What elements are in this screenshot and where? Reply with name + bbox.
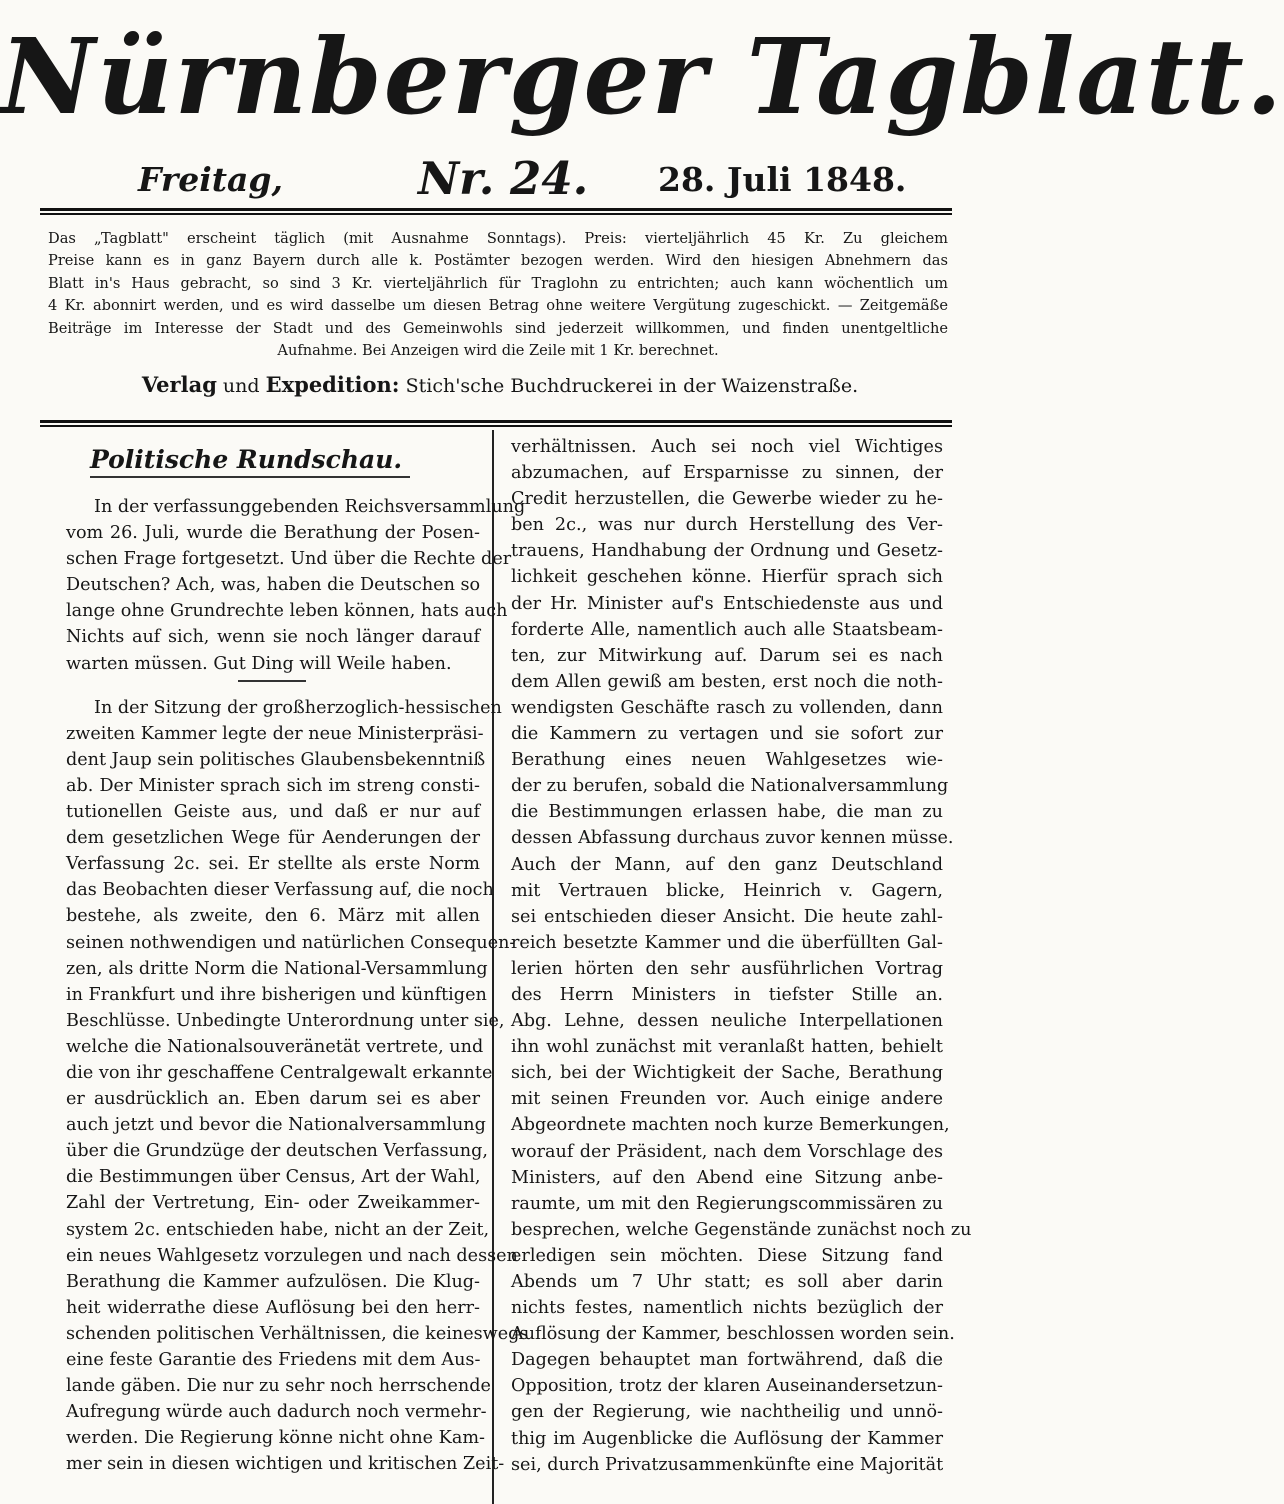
- masthead-title: Nürnberger Tagblatt.: [0, 15, 1284, 138]
- article-line: Abg. Lehne, dessen neuliche Interpellationen: [511, 1011, 943, 1032]
- article-line: dessen Abfassung durchaus zuvor kennen müsse.: [511, 828, 954, 849]
- issue-day: Freitag,: [138, 160, 283, 199]
- article-line: gen der Regierung, wie nachtheilig und unnö-: [511, 1402, 943, 1423]
- article-line: heit widerrathe diese Auflösung bei den herr-: [66, 1297, 480, 1318]
- article-line: mit Vertrauen blicke, Heinrich v. Gagern,: [511, 880, 943, 901]
- article-line: wendigsten Geschäfte rasch zu vollenden, dann: [511, 697, 943, 718]
- article-line: des Herrn Ministers in tiefster Stille an.: [511, 984, 943, 1005]
- left-column: [66, 494, 529, 1477]
- header-rule-bottom-thin: [40, 425, 952, 427]
- article-line: In der Sitzung der großherzoglich-hessischen: [94, 697, 502, 718]
- publisher-conjunction: und: [222, 375, 260, 397]
- article-line: lichkeit geschehen könne. Hierfür sprach sich: [511, 567, 943, 588]
- article-line: trauens, Handhabung der Ordnung und Gesetz-: [511, 541, 943, 562]
- article-line: mer sein in diesen wichtigen und kritischen Zeit-: [66, 1454, 505, 1475]
- article-line: mit seinen Freunden vor. Auch einige andere: [511, 1089, 943, 1110]
- article-line: ein neues Wahlgesetz vorzulegen und nach dessen: [66, 1245, 518, 1266]
- article-line: ten, zur Mitwirkung auf. Darum sei es nach: [511, 645, 943, 666]
- article-line: erledigen sein möchten. Diese Sitzung fand: [511, 1245, 943, 1266]
- article-line: thig im Augenblicke die Auflösung der Kammer: [511, 1428, 943, 1449]
- article-line: verhältnissen. Auch sei noch viel Wichtiges: [511, 437, 943, 457]
- subscription-notice: [48, 228, 948, 362]
- article-line: Beschlüsse. Unbedingte Unterordnung unter sie,: [66, 1010, 505, 1031]
- article-line: forderte Alle, namentlich auch alle Staatsbeam-: [511, 619, 943, 640]
- article-line: ben 2c., was nur durch Herstellung des Ver-: [511, 515, 943, 536]
- header-rule-top-thin: [40, 213, 952, 215]
- article-line: abzumachen, auf Ersparnisse zu sinnen, der: [511, 463, 943, 484]
- article-line: schen Frage fortgesetzt. Und über die Rechte der: [66, 549, 512, 570]
- article-line: lerien hörten den sehr ausführlichen Vortrag: [511, 958, 943, 979]
- article-line: über die Grundzüge der deutschen Verfassung,: [66, 1141, 488, 1162]
- article-line: zweiten Kammer legte der neue Ministerpräsi-: [66, 723, 484, 744]
- article-line: ab. Der Minister sprach sich im streng consti-: [66, 775, 480, 796]
- article-line: der Hr. Minister auf's Entschiedenste aus und: [511, 593, 943, 614]
- article-line: worauf der Präsident, nach dem Vorschlage des: [511, 1141, 943, 1162]
- section-title: Politische Rundschau.: [90, 445, 403, 474]
- article-line: Deutschen? Ach, was, haben die Deutschen so: [66, 575, 481, 596]
- article-line: dem Allen gewiß am besten, erst noch die noth-: [511, 671, 943, 692]
- article-line: bestehe, als zweite, den 6. März mit allen: [66, 906, 480, 927]
- article-line: Nichts auf sich, wenn sie noch länger darauf: [66, 627, 480, 648]
- article-line: Auch der Mann, auf den ganz Deutschland: [511, 854, 943, 875]
- article-line: werden. Die Regierung könne nicht ohne Kam-: [66, 1428, 485, 1449]
- publisher-line: [0, 372, 1000, 397]
- article-line: schenden politischen Verhältnissen, die keineswegs: [66, 1323, 529, 1344]
- article-line: sei entschieden dieser Ansicht. Die heute zahl-: [511, 906, 943, 927]
- article-line: Credit herzustellen, die Gewerbe wieder zu he-: [511, 489, 943, 510]
- article-line: Auflösung der Kammer, beschlossen worden sein.: [511, 1324, 955, 1345]
- right-column: [511, 434, 972, 1478]
- dateline: [0, 152, 1000, 205]
- article-line: dent Jaup sein politisches Glaubensbekenntniß: [66, 749, 486, 770]
- issue-number: Nr. 24.: [418, 152, 589, 205]
- notice-line: Preise kann es in ganz Bayern durch alle k. Postämter bezogen werden. Wird den hiesigen Abnehmern das: [48, 252, 948, 270]
- article-line: lange ohne Grundrechte leben können, hats auch: [66, 601, 508, 622]
- article-line: besprechen, welche Gegenstände zunächst noch zu: [511, 1219, 972, 1240]
- article-line: ihn wohl zunächst mit veranlaßt hatten, behielt: [511, 1037, 943, 1058]
- article-line: zen, als dritte Norm die National-Versammlung: [66, 958, 488, 979]
- article-line: reich besetzte Kammer und die überfüllten Gal-: [511, 932, 943, 953]
- article-line: seinen nothwendigen und natürlichen Consequen-: [66, 932, 516, 953]
- article-line: Berathung die Kammer aufzulösen. Die Klug-: [66, 1271, 480, 1292]
- article-line: Verfassung 2c. sei. Er stellte als erste Norm: [66, 854, 480, 875]
- article-line: warten müssen. Gut Ding will Weile haben.: [66, 653, 452, 674]
- article-line: sich, bei der Wichtigkeit der Sache, Berathung: [511, 1063, 943, 1084]
- publisher-label: Verlag: [141, 372, 217, 397]
- article-line: system 2c. entschieden habe, nicht an der Zeit,: [66, 1219, 490, 1240]
- article-line: in Frankfurt und ihre bisherigen und künftigen: [66, 984, 487, 1005]
- article-line: die Kammern zu vertagen und sie sofort zur: [511, 724, 943, 745]
- article-line: die Bestimmungen über Census, Art der Wahl,: [66, 1167, 481, 1188]
- article-line: sei, durch Privatzusammenkünfte eine Majorität: [511, 1454, 944, 1475]
- notice-line: 4 Kr. abonnirt werden, und es wird dasselbe um diesen Betrag ohne weitere Vergütung zugeschickt. — Zeitgemäße: [48, 297, 948, 315]
- article-line: eine feste Garantie des Friedens mit dem Aus-: [66, 1350, 481, 1370]
- article-line: welche die Nationalsouveränetät vertrete, und: [66, 1036, 484, 1057]
- notice-line: Aufnahme. Bei Anzeigen wird die Zeile mit 1 Kr. berechnet.: [277, 342, 719, 360]
- article-line: Ministers, auf den Abend eine Sitzung anbe-: [511, 1167, 943, 1188]
- notice-line: Das „Tagblatt" erscheint täglich (mit Ausnahme Sonntags). Preis: vierteljährlich 45 Kr. Zu gleichem: [48, 230, 948, 247]
- article-line: er ausdrücklich an. Eben darum sei es aber: [66, 1089, 480, 1110]
- article-line: Abgeordnete machten noch kurze Bemerkungen,: [511, 1115, 950, 1136]
- article-line: Opposition, trotz der klaren Auseinandersetzun-: [511, 1376, 943, 1397]
- notice-line: Blatt in's Haus gebracht, so sind 3 Kr. vierteljährlich für Traglohn zu entrichten; auch kann wöchentlich um: [48, 274, 948, 292]
- article-line: vom 26. Juli, wurde die Berathung der Posen-: [66, 523, 480, 544]
- article-line: der zu berufen, sobald die Nationalversammlung: [511, 776, 949, 797]
- header-rule-bottom: [40, 420, 952, 423]
- article-line: Berathung eines neuen Wahlgesetzes wie-: [511, 750, 943, 771]
- article-line: Aufregung würde auch dadurch noch vermehr-: [66, 1402, 487, 1423]
- article-line: auch jetzt und bevor die Nationalversammlung: [66, 1115, 486, 1136]
- article-line: tutionellen Geiste aus, und daß er nur auf: [66, 802, 480, 823]
- issue-date: 28. Juli 1848.: [658, 160, 907, 199]
- publisher-address: Stich'sche Buchdruckerei in der Waizenstraße.: [405, 375, 859, 397]
- article-line: Zahl der Vertretung, Ein- oder Zweikammer-: [66, 1193, 480, 1214]
- article-line: die von ihr geschaffene Centralgewalt erkannte: [66, 1062, 493, 1083]
- article-line: die Bestimmungen erlassen habe, die man zu: [511, 802, 943, 823]
- article-line: Abends um 7 Uhr statt; es soll aber darin: [511, 1272, 943, 1292]
- article-line: nichts festes, namentlich nichts bezüglich der: [511, 1298, 943, 1319]
- expedition-label: Expedition:: [265, 372, 400, 397]
- article-line: lande gäben. Die nur zu sehr noch herrschende: [66, 1376, 491, 1397]
- article-line: raumte, um mit den Regierungscommissären zu: [511, 1193, 943, 1214]
- paragraph-divider: [238, 680, 306, 682]
- article-line: In der verfassunggebenden Reichsversammlung: [94, 497, 526, 517]
- article-line: das Beobachten dieser Verfassung auf, die noch: [66, 880, 494, 901]
- header-rule-top: [40, 208, 952, 211]
- notice-line: Beiträge im Interesse der Stadt und des Gemeinwohls sind jederzeit willkommen, und finden unentgeltliche: [48, 319, 948, 337]
- article-line: Dagegen behauptet man fortwährend, daß die: [511, 1350, 943, 1371]
- article-line: dem gesetzlichen Wege für Aenderungen der: [66, 828, 480, 849]
